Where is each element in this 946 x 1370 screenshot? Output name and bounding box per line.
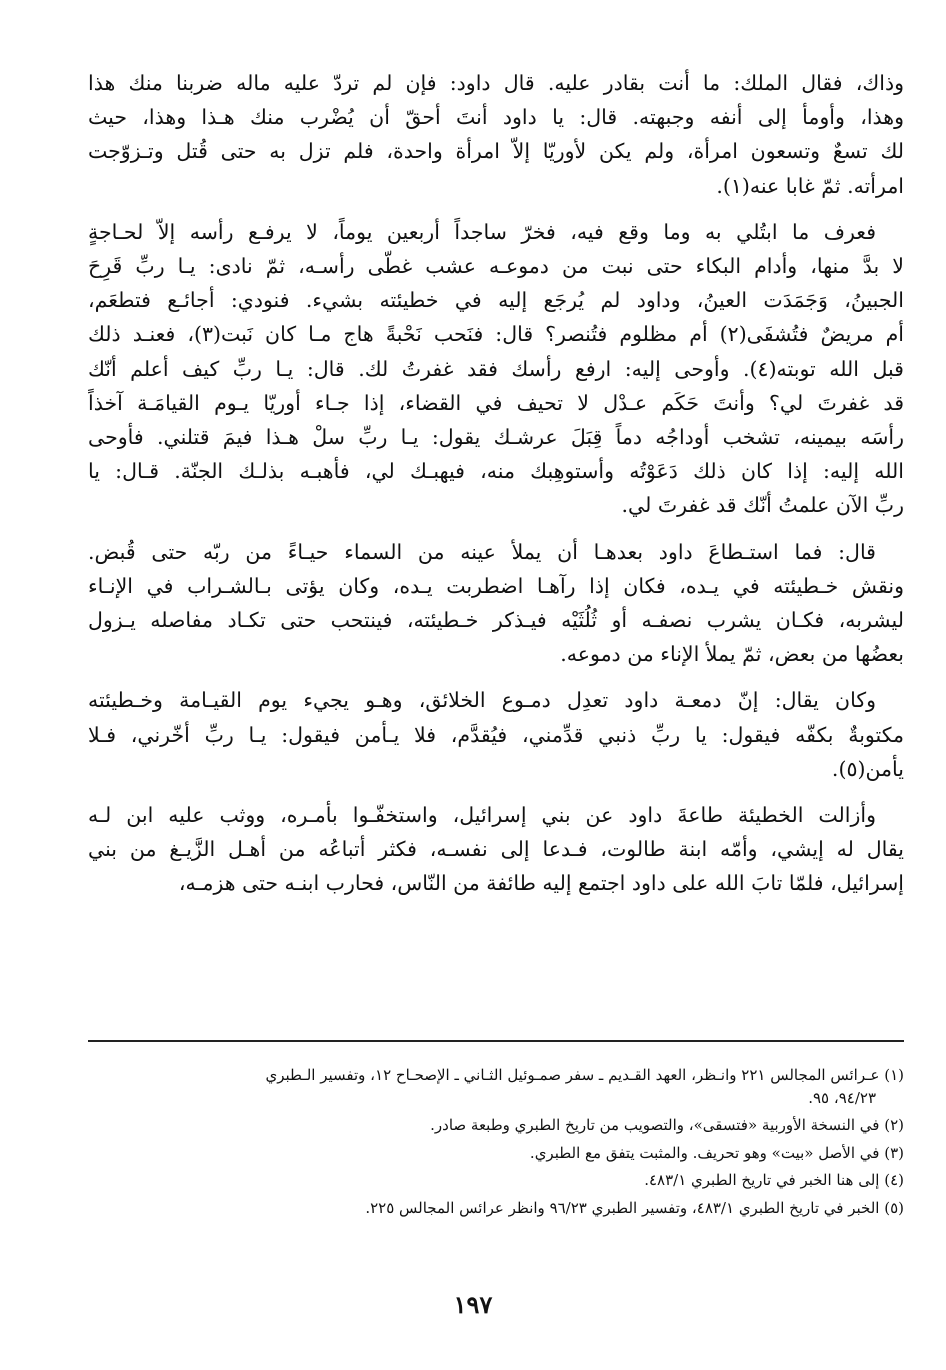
text-line: الجبينُ، وَجَمَدَت العينُ، وداود لم يُرجَع إليه في خطيئته بشيء. فنودي: أجائـع فتطعَم، — [88, 288, 904, 313]
text-line: رأسَه بيمينه، تشخب أوداجُه دماً قِبَلَ عرشـك يقول: يـا ربِّ سلْ هـذا فيمَ قتلني. فأوحى — [88, 425, 904, 450]
footnote — [88, 1169, 904, 1192]
footnote-separator — [88, 1040, 904, 1042]
text-line: امرأته. ثمّ غابا عنه(١). — [716, 173, 904, 198]
paragraph — [88, 215, 904, 523]
text-line: ربِّ الآن علمتُ أنّك قد غفرتَ لي. — [621, 493, 904, 518]
text-line: وهذا، وأومأ إلى أنفه وجبهته. قال: يا داود أنتَ أحقّ أن يُضْرب منك هـذا وهذا، حيث — [88, 105, 904, 130]
footnote — [88, 1197, 904, 1220]
text-line: لا بدَّ منها، وأدام البكاء حتى نبت من دموعـه عشب غطّى رأسـه، ثمّ نادى: يـا ربِّ قَرِحَ — [88, 254, 904, 279]
text-line: فعرف ما ابتُلي به وما وقع فيه، فخرّ ساجداً أربعين يوماً، لا يرفـع رأسه إلاّ لحـاجةٍ — [88, 219, 876, 244]
text-line: وأزالت الخطيئة طاعةَ داود عن بني إسرائيل، واستخفّـوا بأمـره، ووثب عليه ابن لـه — [88, 803, 876, 828]
text-line: قد غفرتَ لي؟ وأنتَ حَكَم عـدْل لا تحيف في القضاء، إذا جـاء أوريّا يـوم القيامَـة آخذاً — [88, 390, 904, 415]
footnote-line: ٩٤/٢٣، ٩٥. — [808, 1088, 876, 1107]
text-line: أم مريضٌ فتُشفَى(٢) أم مظلوم فتُنصر؟ قال: فنَحب نَحْبةً هاج مـا كان نَبت(٣)، فعنـد ذلك — [88, 322, 904, 347]
text-line: وكان يقال: إنّ دمعـة داود تعدِل دمـوع الخلائق، وهـو يجيء يوم القيـامة وخـطيئته — [88, 688, 876, 713]
footnote-line: (٢) في النسخة الأوربية «فتسقى»، والتصويب من تاريخ الطبري وطبعة صادر. — [430, 1116, 904, 1134]
footnote — [88, 1114, 904, 1137]
footnote — [88, 1064, 904, 1109]
text-line: الله إليه: إذا كان ذلك دَعَوْتُه وأستوهِبك منه، فيهبـك لي، فأهبـه بذلـك الجنّة. قـال: يا — [88, 459, 904, 484]
footnote-line: (٣) في الأصل «بيت» وهو تحريف. والمثبت يتفق مع الطبري. — [529, 1143, 904, 1162]
footnotes — [88, 1064, 904, 1224]
text-line: بعضُها من بعض، ثمّ يملأ الإناء من دموعه. — [560, 642, 904, 667]
text-line: ليشربه، فكـان يشرب نصفـه أو ثُلُثَيْه فيـذكر خـطيئته، فينتحب حتى تكـاد مفاصله يـزول — [88, 608, 904, 633]
footnote — [88, 1142, 904, 1165]
paragraph — [88, 66, 904, 203]
paragraph — [88, 683, 904, 786]
main-text — [88, 66, 904, 913]
text-line: مكتوبةٌ بكفّه فيقول: يا ربِّ ذنبي قدِّمني، فيُقدَّم، فلا يـأمن فيقول: يـا ربِّ أخّرني، فـلا — [88, 722, 904, 747]
footnote-line: (١) عـرائس المجالس ٢٢١ وانـظر، العهد القـديم ـ سفر صمـوئيل الثـاني ـ الإصحـاح ١٢، وتفسير الـطبري — [265, 1066, 904, 1084]
text-line: إسرائيل، فلمّا تابَ الله على داود اجتمع إليه طائفة من النّاس، فحارب ابنـه حتى هزمـه، — [178, 871, 904, 896]
footnote-line: (٥) الخبر في تاريخ الطبري ٤٨٣/١، وتفسير الطبري ٩٦/٢٣ وانظر عرائس المجالس ٢٢٥. — [365, 1198, 904, 1217]
paragraph — [88, 535, 904, 672]
text-line: يقال له إيشي، وأمّه ابنة طالوت، فـدعا إلى نفسـه، فكثر أتباعُه من أهـل الزَّيـغ من بني — [88, 837, 904, 862]
text-line: ونقش خـطيئته في يـده، فكان إذا رآهـا اضطربت يـده، وكان يؤتى بـالشـراب في الإنـاء — [88, 573, 904, 598]
text-line: لك تسعٌ وتسعون امرأة، ولم يكن لأوريّا إلاّ امرأة واحدة، فلم تزل به حتى قُتل وتـزوّجت — [88, 139, 904, 164]
text-line: قبل الله توبته(٤). وأوحى إليه: ارفع رأسك فقد غفرتُ لك. قال: يـا ربِّ كيف أعلم أنّك — [88, 356, 904, 381]
page-number: ١٩٧ — [453, 1290, 493, 1319]
paragraph — [88, 798, 904, 901]
text-line: وذاك، فقال الملك: ما أنت بقادر عليه. قال داود: فإن لم تردّ عليه ماله ضربنا منك هذا — [88, 71, 904, 95]
text-line: قال: فما استـطاعَ داود بعدهـا أن يملأ عينه من السماء حيـاءً من ربّه حتى قُبض. — [88, 539, 876, 564]
text-line: يأمن(٥). — [831, 756, 904, 781]
footnote-line: (٤) إلى هنا الخبر في تاريخ الطبري ٤٨٣/١. — [644, 1171, 904, 1189]
